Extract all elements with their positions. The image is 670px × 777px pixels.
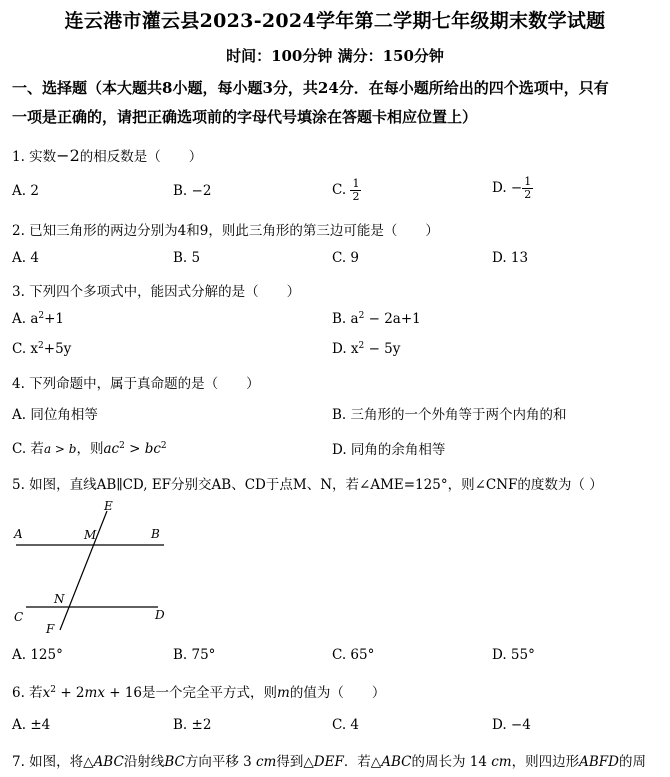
question-5: 5. 如图，直线AB∥CD, EF分别交AB、CD于点M、N，若∠AME=125°，则∠CNF的度数为（ ） bbox=[12, 477, 603, 493]
label-c: C bbox=[14, 610, 24, 624]
q3-d-exponent: 2 bbox=[358, 341, 365, 351]
q4-c-gt: > bbox=[124, 441, 145, 457]
q4-close: ） bbox=[246, 376, 260, 392]
label-b: B bbox=[151, 527, 160, 541]
q7-triangle-abc-2: ABC bbox=[381, 754, 412, 770]
q1-text-pre: 1. 实数 bbox=[12, 149, 57, 165]
q1-d-denominator: 2 bbox=[524, 188, 532, 201]
q6-option-b: B. ±2 bbox=[173, 717, 212, 733]
q6-close: ） bbox=[371, 685, 386, 701]
q1-d-numerator: 1 bbox=[524, 175, 532, 188]
q3-c-rest: +5y bbox=[43, 341, 72, 357]
q6-exponent: 2 bbox=[50, 685, 57, 695]
q1-option-c bbox=[332, 178, 361, 203]
q4-c-condition: a > b bbox=[43, 442, 77, 456]
label-f: F bbox=[46, 622, 55, 636]
q4-option-a: A. 同位角相等 bbox=[12, 407, 98, 423]
page-title: 连云港市灌云县2023-2024学年第二学期七年级期末数学试题 bbox=[64, 10, 606, 32]
q7-unit-cm-2: cm bbox=[491, 754, 512, 770]
exam-info: 时间：100分钟 满分：150分钟 bbox=[226, 47, 444, 65]
q3-a-exponent: 2 bbox=[38, 311, 45, 321]
q3-option-b bbox=[332, 311, 421, 327]
q1-c-denominator: 2 bbox=[352, 190, 360, 203]
question-1 bbox=[12, 145, 202, 165]
q1-option-c-label: C. bbox=[332, 182, 347, 198]
q3-option-a bbox=[12, 311, 64, 327]
q2-option-a: A. 4 bbox=[12, 250, 39, 266]
q1-close: ） bbox=[188, 149, 203, 165]
q2-text: 2. 已知三角形的两边分别为4和9，则此三角形的第三边可能是（ bbox=[12, 223, 398, 239]
q4-option-d: D. 同角的余角相等 bbox=[332, 442, 446, 458]
q7-triangle-abc: ABC bbox=[93, 754, 124, 770]
q5-option-d: D. 55° bbox=[492, 647, 535, 663]
label-n: N bbox=[54, 592, 65, 606]
q6-pre: 6. 若 bbox=[12, 685, 43, 701]
q2-option-d: D. 13 bbox=[492, 250, 529, 266]
q6-m: m bbox=[277, 685, 290, 701]
question-3 bbox=[12, 280, 300, 300]
section-heading-line1: 一、选择题（本大题共8小题，每小题3分，共24分．在每小题所给出的四个选项中，只有 bbox=[12, 79, 609, 97]
q5-option-b: B. 75° bbox=[173, 647, 216, 663]
q2-option-c: C. 9 bbox=[332, 250, 360, 266]
q6-x: x bbox=[42, 685, 51, 701]
q7-part-7: ，则四边形 bbox=[511, 754, 580, 770]
q3-a-base: A. a bbox=[12, 311, 39, 327]
q3-b-base: B. a bbox=[332, 311, 359, 327]
q4-c-mid: ，则 bbox=[76, 441, 104, 457]
q3-c-base: C. x bbox=[12, 341, 39, 357]
q5-option-a: A. 125° bbox=[12, 647, 63, 663]
q1-expression: −2 bbox=[56, 146, 80, 165]
q3-option-d bbox=[332, 341, 400, 357]
q3-a-rest: +1 bbox=[44, 311, 65, 327]
q6-constant: + 16 bbox=[104, 685, 143, 701]
q1-option-b: B. −2 bbox=[173, 183, 212, 199]
q3-d-base: D. x bbox=[332, 341, 359, 357]
q4-c-rhs: bc bbox=[144, 441, 161, 457]
q3-b-rest: − 2a+1 bbox=[364, 311, 421, 327]
q4-c-lhs-exponent: 2 bbox=[119, 441, 125, 451]
q4-c-rhs-exponent: 2 bbox=[160, 441, 167, 451]
q6-post: 是一个完全平方式，则 bbox=[142, 685, 278, 701]
q3-text: 3. 下列四个多项式中，能因式分解的是（ bbox=[12, 284, 259, 300]
q1-option-c-fraction bbox=[350, 178, 361, 203]
q7-quadrilateral-abfd: ABFD bbox=[579, 754, 619, 770]
q3-d-rest: − 5y bbox=[364, 341, 401, 357]
q6-mx: mx bbox=[84, 685, 105, 701]
q4-option-b: B. 三角形的一个外角等于两个内角的和 bbox=[332, 407, 567, 423]
q7-part-4: 得到△ bbox=[276, 754, 314, 770]
question-2 bbox=[12, 219, 439, 239]
q1-option-d bbox=[492, 176, 533, 201]
q7-part-5: ．若△ bbox=[343, 754, 382, 770]
q7-part-2: 沿射线 bbox=[123, 754, 165, 770]
q6-tail: 的值为（ bbox=[289, 685, 344, 701]
q1-text-post: 的相反数是（ bbox=[79, 149, 161, 165]
q1-c-numerator: 1 bbox=[352, 177, 360, 190]
q3-option-c bbox=[12, 341, 71, 357]
q1-option-a: A. 2 bbox=[12, 183, 39, 199]
question-6 bbox=[12, 681, 385, 701]
q1-option-d-label: D. − bbox=[492, 180, 523, 196]
q2-close: ） bbox=[425, 223, 439, 239]
q6-option-d: D. −4 bbox=[492, 717, 531, 733]
q7-unit-cm: cm bbox=[256, 754, 277, 770]
q5-option-c: C. 65° bbox=[332, 647, 375, 663]
q6-option-c: C. 4 bbox=[332, 717, 360, 733]
q6-mid: + 2 bbox=[56, 685, 85, 701]
section-heading-line2: 一项是正确的，请把正确选项前的字母代号填涂在答题卡相应位置上） bbox=[12, 108, 478, 126]
q3-close: ） bbox=[286, 284, 301, 300]
q4-c-pre: C. 若 bbox=[12, 441, 44, 457]
q7-ray-bc: BC bbox=[164, 754, 185, 770]
label-e: E bbox=[104, 499, 113, 513]
question-4 bbox=[12, 372, 260, 392]
parallel-lines-figure bbox=[10, 497, 180, 637]
q7-triangle-def: DEF bbox=[313, 754, 344, 770]
question-7 bbox=[12, 750, 646, 770]
q7-part-3: 方向平移 3 bbox=[184, 754, 256, 770]
q3-b-exponent: 2 bbox=[358, 311, 365, 321]
q4-c-lhs: ac bbox=[103, 441, 120, 457]
q4-text: 4. 下列命题中，属于真命题的是（ bbox=[12, 376, 219, 392]
label-d: D bbox=[155, 608, 165, 622]
label-a: A bbox=[14, 527, 23, 541]
q3-c-exponent: 2 bbox=[38, 341, 44, 351]
label-m: M bbox=[84, 528, 97, 542]
q6-option-a: A. ±4 bbox=[12, 717, 51, 733]
q4-option-c bbox=[12, 437, 167, 457]
q1-option-d-fraction bbox=[522, 176, 533, 201]
q2-option-b: B. 5 bbox=[173, 250, 201, 266]
q7-part-6: 的周长为 14 bbox=[411, 754, 492, 770]
q7-part-1: 7. 如图，将△ bbox=[12, 754, 94, 770]
q7-part-8: 的周 bbox=[618, 754, 646, 770]
